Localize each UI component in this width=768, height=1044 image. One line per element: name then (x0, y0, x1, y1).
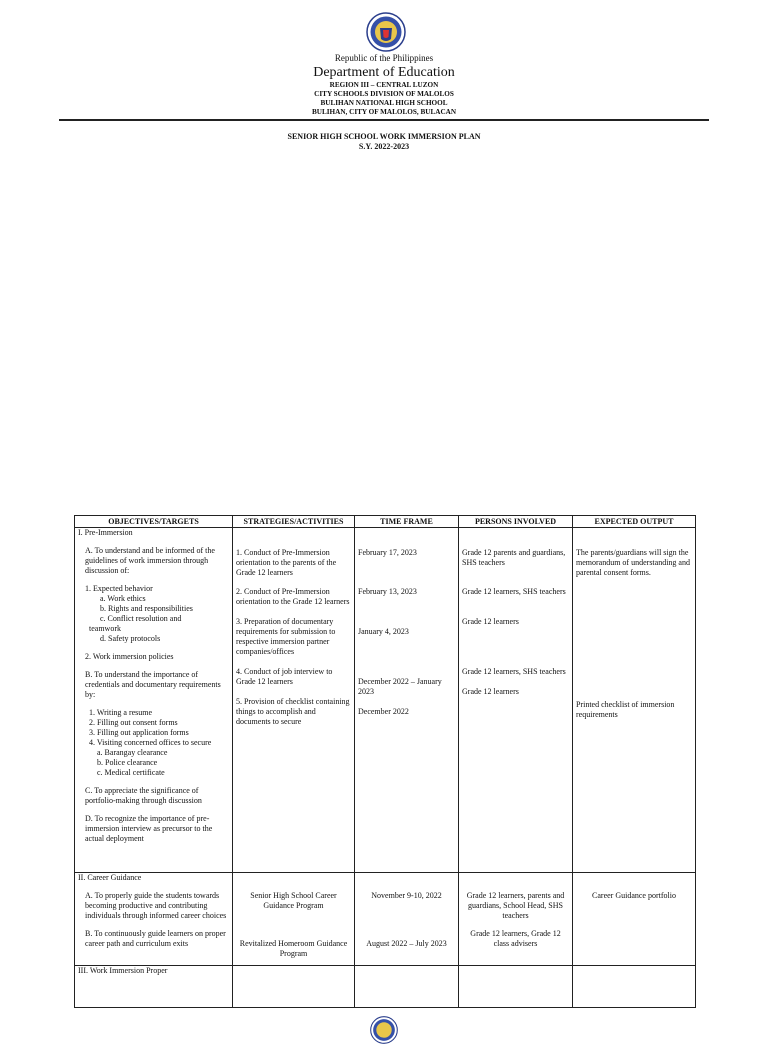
school-address: BULIHAN, CITY OF MALOLOS, BULACAN (311, 108, 457, 116)
objective-text: 4. Visiting concerned offices to secure (89, 738, 212, 747)
objective-text: B. To continuously guide learners on proper career path and curriculum exits (85, 929, 226, 948)
output-text: The parents/guardians will sign the memorandum of understanding and parental consent forms. (576, 548, 690, 577)
objective-text: 2. Work immersion policies (85, 652, 174, 661)
time-frame-cell (355, 873, 459, 966)
region-line: REGION III – CENTRAL LUZON (329, 81, 439, 89)
persons-text: Grade 12 learners, SHS teachers (462, 587, 566, 596)
objective-text: a. Barangay clearance (97, 748, 168, 757)
time-frame-text: February 13, 2023 (358, 587, 417, 596)
strategy-text: Revitalized Homeroom Guidance Program (239, 939, 348, 958)
output-cell (573, 873, 696, 966)
deped-seal-icon (366, 12, 406, 52)
strategies-cell (233, 966, 355, 1008)
objective-text: b. Rights and responsibilities (100, 604, 193, 613)
output-text: Printed checklist of immersion requirements (576, 700, 675, 719)
header-divider (59, 119, 709, 121)
objective-text: d. Safety protocols (100, 634, 161, 643)
strategy-text: 4. Conduct of job interview to Grade 12 learners (236, 667, 333, 686)
time-frame-text: December 2022 (358, 707, 409, 716)
objective-text: C. To appreciate the significance of portfolio-making through discussion (85, 786, 202, 805)
objective-text: 2. Filling out consent forms (89, 718, 178, 727)
time-frame-cell (355, 528, 459, 873)
strategy-text: 5. Provision of checklist containing things to accomplish and documents to secure (236, 697, 350, 726)
objective-text: D. To recognize the importance of pre-immersion interview as precursor to the actual deployment (85, 814, 213, 843)
output-text: Career Guidance portfolio (592, 891, 676, 900)
col-header-strategies: STRATEGIES/ACTIVITIES (233, 516, 355, 528)
objective-text: 1. Expected behavior (85, 584, 153, 593)
persons-text: Grade 12 parents and guardians, SHS teachers (462, 548, 566, 567)
immersion-plan-table (74, 515, 696, 1008)
objective-text: 3. Filling out application forms (89, 728, 189, 737)
objective-text: teamwork (89, 624, 121, 633)
school-name: BULIHAN NATIONAL HIGH SCHOOL (320, 99, 448, 107)
document-title: SENIOR HIGH SCHOOL WORK IMMERSION PLAN (287, 132, 481, 141)
time-frame-text: February 17, 2023 (358, 548, 417, 557)
time-frame-cell (355, 966, 459, 1008)
time-frame-text: November 9-10, 2022 (371, 891, 442, 900)
objective-text: 1. Writing a resume (89, 708, 153, 717)
persons-text: Grade 12 learners (462, 617, 519, 626)
output-cell (573, 966, 696, 1008)
objective-text: b. Police clearance (97, 758, 158, 767)
republic-line: Republic of the Philippines (334, 53, 434, 63)
school-year: S.Y. 2022-2023 (358, 142, 410, 151)
time-frame-text: August 2022 – July 2023 (366, 939, 447, 948)
strategies-cell (233, 528, 355, 873)
section-title: II. Career Guidance (78, 873, 142, 882)
division-line: CITY SCHOOLS DIVISION OF MALOLOS (314, 90, 454, 98)
section-title: I. Pre-Immersion (78, 528, 133, 537)
objectives-cell (75, 966, 233, 1008)
time-frame-text: December 2022 – January 2023 (358, 677, 442, 696)
persons-text: Grade 12 learners (462, 687, 519, 696)
table-row (75, 528, 696, 873)
persons-text: Grade 12 learners, parents and guardians, School Head, SHS teachers (466, 891, 565, 920)
objective-text: a. Work ethics (100, 594, 146, 603)
section-title: III. Work Immersion Proper (78, 966, 168, 975)
persons-text: Grade 12 learners, Grade 12 class advisers (470, 929, 561, 948)
col-header-persons: PERSONS INVOLVED (459, 516, 573, 528)
strategy-text: 1. Conduct of Pre-Immersion orientation to the parents of the Grade 12 learners (236, 548, 337, 577)
objective-text: c. Medical certificate (97, 768, 165, 777)
strategy-text: 3. Preparation of documentary requirements for submission to respective immersion partner companies/offices (236, 617, 336, 656)
table-row (75, 966, 696, 1008)
table-header-row (75, 516, 696, 528)
objective-text: A. To understand and be informed of the guidelines of work immersion through discussion of: (85, 546, 215, 575)
time-frame-text: January 4, 2023 (358, 627, 409, 636)
col-header-objectives: OBJECTIVES/TARGETS (75, 516, 233, 528)
col-header-time-frame: TIME FRAME (355, 516, 459, 528)
persons-cell (459, 873, 573, 966)
table-row (75, 873, 696, 966)
persons-cell (459, 528, 573, 873)
col-header-output: EXPECTED OUTPUT (573, 516, 696, 528)
objectives-cell (75, 528, 233, 873)
persons-cell (459, 966, 573, 1008)
persons-text: Grade 12 learners, SHS teachers (462, 667, 566, 676)
output-cell (573, 528, 696, 873)
strategy-text: Senior High School Career Guidance Program (250, 891, 337, 910)
strategies-cell (233, 873, 355, 966)
strategy-text: 2. Conduct of Pre-Immersion orientation to the Grade 12 learners (236, 587, 350, 606)
deped-seal-footer-icon (370, 1016, 398, 1044)
objectives-cell (75, 873, 233, 966)
objective-text: A. To properly guide the students towards becoming productive and contributing individuals through informed career choices (85, 891, 227, 920)
objective-text: c. Conflict resolution and (100, 614, 182, 623)
department-name: Department of Education (313, 65, 455, 80)
objective-text: B. To understand the importance of credentials and documentary requirements by: (85, 670, 221, 699)
